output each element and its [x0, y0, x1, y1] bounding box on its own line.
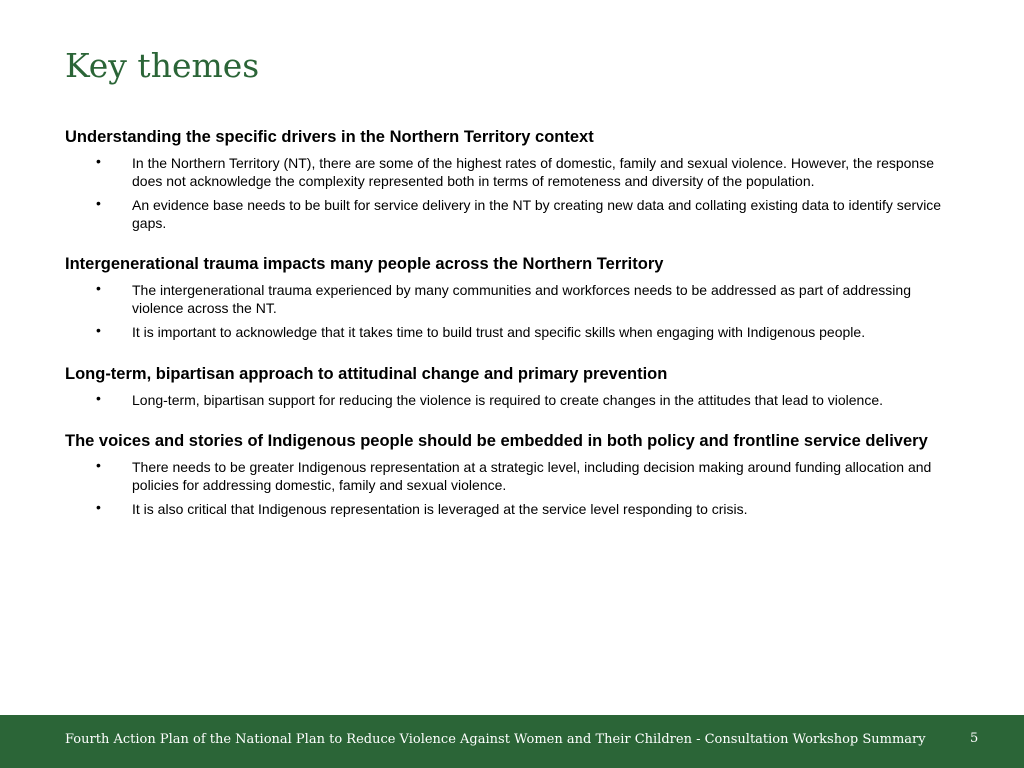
bullet-text: There needs to be greater Indigenous representation at a strategic level, including decision making around funding allocation and policies for addressing domestic, family and sexual violence. [132, 459, 932, 493]
bullet-text: It is also critical that Indigenous representation is leveraged at the service level responding to crisis. [132, 501, 748, 517]
bullet-text: The intergenerational trauma experienced by many communities and workforces needs to be addressed as part of addressing violence across the NT. [132, 282, 911, 316]
section-indigenous-voices [65, 430, 965, 519]
list-item [65, 155, 965, 190]
section-intergenerational-trauma [65, 253, 965, 342]
bullet-text: Long-term, bipartisan support for reducing the violence is required to create changes in the attitudes that lead to violence. [132, 391, 884, 408]
bullet-text: It is important to acknowledge that it takes time to build trust and specific skills when engaging with Indigenous people. [132, 324, 866, 340]
section-bipartisan-approach [65, 363, 965, 410]
bullet-icon: • [96, 499, 101, 515]
page-title: Key themes [65, 46, 260, 85]
bullet-list [65, 155, 965, 232]
bullet-icon: • [96, 322, 101, 338]
page-number: 5 [970, 731, 979, 746]
bullet-icon: • [96, 457, 101, 473]
list-item [65, 197, 965, 232]
footer-bar [0, 715, 1024, 768]
bullet-list [65, 459, 965, 519]
section-heading: Understanding the specific drivers in the Northern Territory context [65, 128, 594, 146]
list-item [65, 459, 965, 494]
section-heading: Long-term, bipartisan approach to attitudinal change and primary prevention [65, 364, 668, 383]
bullet-icon: • [96, 153, 101, 169]
bullet-list [65, 389, 965, 410]
list-item [65, 389, 965, 410]
section-nt-drivers [65, 126, 965, 232]
bullet-icon: • [96, 195, 101, 211]
bullet-icon: • [96, 280, 101, 296]
bullet-text: An evidence base needs to be built for service delivery in the NT by creating new data and collating existing data to identify service gaps. [132, 197, 942, 231]
bullet-list [65, 282, 965, 342]
section-heading: Intergenerational trauma impacts many people across the Northern Territory [65, 255, 664, 273]
list-item [65, 282, 965, 317]
footer-text: Fourth Action Plan of the National Plan to Reduce Violence Against Women and Their Children - Consultation Workshop Summary [65, 732, 926, 747]
section-heading: The voices and stories of Indigenous people should be embedded in both policy and frontline service delivery [65, 432, 928, 450]
bullet-icon: • [96, 389, 101, 406]
list-item [65, 501, 965, 519]
bullet-text: In the Northern Territory (NT), there are some of the highest rates of domestic, family and sexual violence. However, the response does not acknowledge the complexity represented both in terms of remoteness and diversity of the population. [132, 155, 935, 189]
key-themes-content [65, 126, 965, 540]
list-item [65, 324, 965, 342]
